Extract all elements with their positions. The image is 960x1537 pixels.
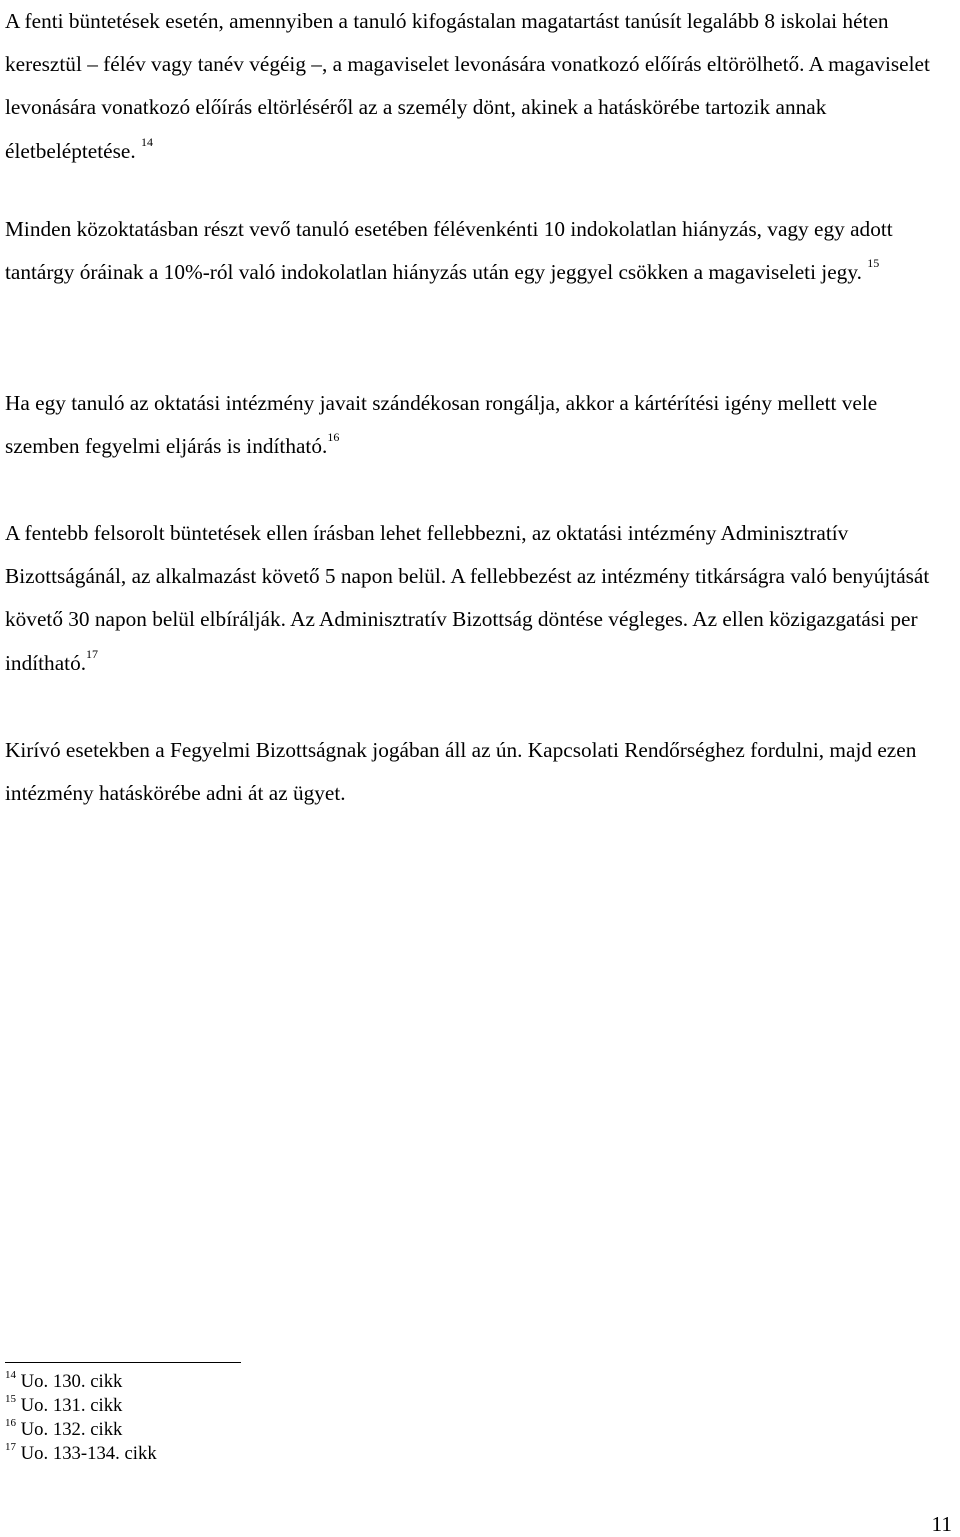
footnote-ref-17: 17 — [86, 646, 99, 661]
paragraph-1: A fenti büntetések esetén, amennyiben a tanuló kifogástalan magatartást tanúsít legalább 8 iskolai héten keresztül – félév vagy tanév végéig –, a magaviselet levonására vonatkozó előírás eltörölhető. A magaviselet levonására vonatkozó előírás eltörléséről az a személy dönt, akinek a hatáskörébe tartozik annak életbeléptetése. $^{14}$ — [5, 9, 930, 163]
footnote-14: $^{14}$ Uo. 130. cikk — [5, 1368, 123, 1392]
footnote-16: $^{16}$ Uo. 132. cikk — [5, 1416, 123, 1440]
footnote-ref-16: 16 — [327, 430, 340, 445]
paragraph-5: Kirívó esetekben a Fegyelmi Bizottságnak jogában áll az ún. Kapcsolati Rendőrséghez fordulni, majd ezen intézmény hatáskörébe adni át az ügyet. — [5, 738, 917, 806]
paragraph-2: Minden közoktatásban részt vevő tanuló esetében félévenkénti 10 indokolatlan hiányzás, vagy egy adott tantárgy óráinak a 10%-ról való indokolatlan hiányzás után egy jeggyel csökken a magaviseleti jegy. $^{15}$ — [5, 217, 893, 285]
footnote-17: $^{17}$ Uo. 133-134. cikk — [5, 1440, 157, 1464]
paragraph-3: Ha egy tanuló az oktatási intézmény javait szándékosan rongálja, akkor a kártérítési igény mellett vele szemben fegyelmi eljárás is indítható.$^{16}$ — [5, 391, 878, 459]
footnote-ref-14: 14 — [141, 134, 153, 149]
page-number: 11 — [931, 1512, 952, 1536]
paragraph-4: A fentebb felsorolt büntetések ellen írásban lehet fellebbezni, az oktatási intézmény Adminisztratív Bizottságánál, az alkalmazást követő 5 napon belül. A fellebbezést az intézmény titkárságra való benyújtását követő 30 napon belül elbírálják. Az Adminisztratív Bizottság döntése végleges. Az ellen közigazgatási per indítható.$^{17}$ — [5, 521, 930, 675]
footnote-separator — [5, 1362, 241, 1363]
footnote-ref-15: 15 — [867, 256, 880, 271]
footnotes — [5, 1370, 157, 1466]
footnote-15: $^{15}$ Uo. 131. cikk — [5, 1392, 123, 1416]
